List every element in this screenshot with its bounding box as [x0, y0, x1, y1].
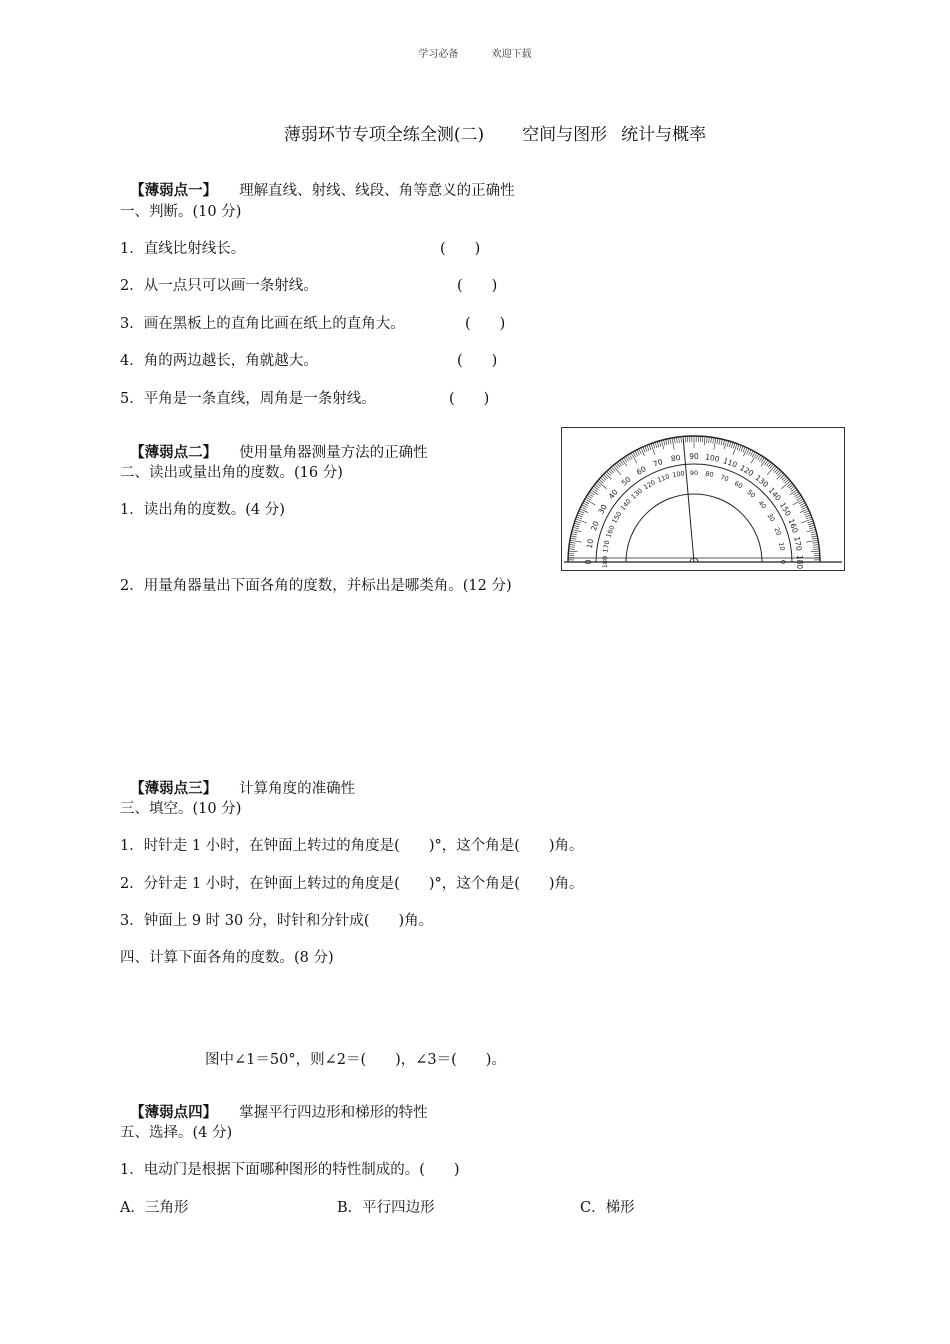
protractor-tick	[661, 440, 663, 449]
protractor-tick	[799, 501, 804, 504]
protractor-tick	[729, 442, 731, 448]
weak-point-desc: 使用量角器测量方法的正确性	[239, 445, 428, 461]
protractor-tick	[571, 534, 577, 535]
protractor-tick	[713, 438, 714, 444]
protractor-tick	[719, 439, 720, 445]
protractor-outer-label: 80	[670, 452, 682, 464]
protractor-tick	[576, 519, 587, 523]
answer-bracket[interactable]: ( )	[457, 278, 498, 294]
protractor-tick	[727, 441, 729, 447]
protractor-tick	[647, 445, 649, 451]
protractor-tick	[664, 440, 665, 446]
page-title	[0, 120, 950, 145]
protractor-inner-label: 120	[642, 478, 657, 492]
protractor-outer-label: 70	[651, 457, 664, 469]
protractor-tick	[750, 451, 753, 456]
section-heading-4: 四、计算下面各角的度数。(8 分)	[120, 950, 334, 966]
weak-point-desc: 计算角度的准确性	[239, 781, 356, 797]
protractor-outer-label: 150	[777, 500, 793, 518]
protractor-tick	[633, 452, 636, 457]
protractor-tick	[639, 449, 642, 454]
protractor-tick	[812, 538, 818, 539]
protractor-tick	[707, 437, 708, 443]
protractor-tick	[748, 450, 751, 455]
protractor-inner-label: 140	[618, 497, 633, 513]
protractor-outer-label: 100	[704, 452, 721, 464]
protractor-tick	[583, 503, 588, 506]
question-5-1: 1．电动门是根据下面哪种图形的特性制成的。( )	[120, 1162, 460, 1178]
protractor-tick	[637, 450, 640, 455]
protractor-tick	[666, 439, 667, 445]
protractor-tick	[761, 459, 766, 466]
protractor-outer-label: 120	[738, 463, 756, 479]
protractor-tick	[579, 511, 584, 513]
protractor-outer-label: 20	[589, 519, 601, 532]
protractor-outer-label: 180	[795, 554, 804, 570]
protractor-inner-label: 20	[772, 526, 783, 537]
protractor-tick	[804, 511, 809, 513]
protractor-tick	[635, 451, 638, 456]
protractor-tick	[737, 444, 739, 450]
answer-bracket[interactable]: ( )	[440, 241, 481, 257]
protractor-tick	[811, 551, 820, 552]
protractor-inner-label: 160	[604, 524, 617, 539]
protractor-tick	[801, 505, 806, 508]
protractor-tick	[659, 441, 661, 447]
protractor-tick	[808, 523, 814, 525]
protractor-tick	[809, 525, 815, 527]
protractor-tick	[582, 505, 587, 508]
question-2-2: 2．用量角器量出下面各角的度数，并标出是哪类角。(12 分)	[120, 578, 512, 594]
protractor-tick	[811, 534, 817, 535]
protractor-tick	[723, 440, 724, 446]
protractor-inner-label: 90	[689, 469, 699, 477]
protractor-tick	[577, 515, 583, 517]
protractor-tick	[572, 532, 578, 533]
protractor-outer-label: 40	[606, 487, 620, 501]
protractor-inner-label: 70	[719, 473, 730, 484]
protractor-tick	[747, 449, 750, 454]
protractor-tick	[645, 446, 647, 452]
protractor-tick	[591, 490, 598, 495]
protractor-inner-arc	[626, 494, 762, 562]
protractor-tick	[574, 525, 580, 527]
protractor-tick	[572, 529, 581, 531]
protractor-figure	[561, 427, 845, 571]
angle-formula: 图中∠1＝50°，则∠2＝( )，∠3＝( )。	[205, 1052, 506, 1068]
protractor-inner-label: 50	[745, 488, 757, 500]
question-text: 1．直线比射线长。	[120, 241, 246, 257]
protractor-outer-label: 110	[721, 456, 739, 470]
protractor-outer-label: 160	[786, 517, 800, 535]
protractor-tick	[653, 443, 655, 449]
page-header	[0, 45, 950, 60]
protractor-tick	[805, 515, 811, 517]
protractor-tick	[672, 438, 674, 450]
protractor-outer-label: 90	[689, 452, 699, 461]
section-heading-2: 二、读出或量出角的度数。(16 分)	[120, 465, 343, 481]
protractor-tick	[576, 517, 582, 519]
protractor-inner-label: 180	[601, 555, 609, 569]
weak-point-label: 【薄弱点四】	[130, 1104, 218, 1121]
title-part2: 统计与概率	[621, 125, 707, 145]
question-text: 3．画在黑板上的直角比画在纸上的直角大。	[120, 316, 405, 332]
question-text: 2．从一点只可以画一条射线。	[120, 278, 318, 294]
protractor-tick	[813, 547, 819, 548]
protractor-outer-label: 30	[596, 502, 609, 516]
protractor-tick	[573, 527, 579, 529]
protractor-tick	[570, 538, 576, 539]
protractor-inner-label: 80	[704, 469, 715, 480]
protractor-outer-label: 130	[753, 473, 771, 490]
protractor-tick	[679, 437, 680, 443]
question-3-1: 1．时针走 1 小时，在钟面上转过的角度是( )°，这个角是( )角。	[120, 838, 584, 854]
title-part1: 空间与图形	[522, 125, 608, 145]
protractor-outer-label: 0	[584, 559, 593, 565]
question-1-4	[120, 349, 498, 370]
protractor-outer-label: 170	[792, 535, 804, 552]
option-a[interactable]: A．三角形	[120, 1200, 189, 1216]
protractor-tick	[714, 438, 716, 450]
answer-bracket[interactable]: ( )	[457, 353, 498, 369]
protractor-tick	[743, 447, 745, 452]
protractor-tick	[806, 517, 812, 519]
protractor-tick	[731, 442, 733, 448]
protractor-outer-label: 140	[766, 485, 783, 503]
protractor-tick	[801, 519, 812, 523]
protractor-tick	[741, 446, 743, 452]
protractor-tick	[581, 507, 586, 510]
protractor-tick	[752, 452, 755, 457]
answer-bracket[interactable]: ( )	[449, 391, 490, 407]
protractor-tick	[790, 490, 797, 495]
protractor-inner-label: 0	[779, 559, 787, 565]
protractor-inner-label: 30	[765, 511, 777, 524]
question-1-3	[120, 312, 506, 333]
protractor-tick	[704, 436, 705, 445]
protractor-tick	[571, 536, 577, 537]
question-text: 4．角的两边越长，角就越大。	[120, 353, 318, 369]
protractor-tick	[717, 438, 718, 444]
protractor-inner-label: 10	[776, 541, 787, 552]
protractor-tick	[651, 444, 655, 455]
question-1-5	[120, 387, 490, 408]
protractor-tick	[670, 438, 671, 444]
protractor-inner-label: 110	[656, 472, 671, 485]
protractor-tick	[802, 507, 807, 510]
protractor-tick	[809, 527, 815, 529]
protractor-tick	[711, 437, 712, 443]
protractor-inner-label: 150	[610, 510, 624, 525]
protractor-tick	[721, 439, 722, 445]
protractor-tick	[657, 442, 659, 448]
weak-point-1	[120, 162, 515, 200]
protractor-outer-label: 60	[634, 464, 648, 477]
protractor-tick	[811, 536, 817, 537]
protractor-inner-label: 100	[671, 469, 686, 480]
protractor-tick	[709, 437, 710, 443]
option-c[interactable]: C．梯形	[580, 1200, 635, 1216]
protractor-tick	[674, 438, 675, 444]
question-2-1: 1．读出角的度数。(4 分)	[120, 502, 285, 518]
section-heading-5: 五、选择。(4 分)	[120, 1125, 233, 1141]
protractor-tick	[575, 521, 581, 523]
protractor-tick	[733, 444, 737, 455]
protractor-tick	[568, 551, 577, 552]
weak-point-desc: 理解直线、射线、线段、角等意义的正确性	[239, 183, 515, 199]
protractor-tick	[813, 544, 819, 545]
section-heading-3: 三、填空。(10 分)	[120, 801, 242, 817]
question-3-3: 3．钟面上 9 时 30 分，时针和分针成( )角。	[120, 913, 434, 929]
protractor-tick	[810, 532, 816, 533]
protractor-inner-label: 60	[732, 479, 745, 491]
protractor-svg	[562, 428, 844, 570]
section-heading-1: 一、判断。(10 分)	[120, 204, 242, 220]
protractor-inner-label: 130	[629, 486, 645, 501]
protractor-tick	[807, 529, 816, 531]
protractor-tick	[668, 439, 669, 445]
weak-point-3	[120, 760, 355, 798]
protractor-tick	[777, 473, 783, 479]
header-right: 欢迎下载	[491, 49, 532, 60]
header-left: 学习必备	[418, 49, 459, 60]
question-1-1	[120, 237, 481, 258]
protractor-tick	[569, 544, 575, 545]
protractor-outer-label: 10	[584, 538, 596, 550]
protractor-tick	[681, 437, 682, 443]
protractor-tick	[813, 542, 819, 543]
protractor-tick	[569, 549, 575, 550]
weak-point-label: 【薄弱点二】	[130, 444, 218, 461]
protractor-tick	[649, 444, 651, 450]
question-3-2: 2．分针走 1 小时，在钟面上转过的角度是( )°，这个角是( )角。	[120, 876, 584, 892]
protractor-tick	[605, 473, 611, 479]
protractor-tick	[800, 503, 805, 506]
protractor-inner-label: 40	[756, 499, 768, 511]
weak-point-label: 【薄弱点一】	[130, 182, 218, 199]
protractor-tick	[807, 521, 813, 523]
protractor-outer-label: 50	[619, 474, 633, 488]
protractor-tick	[813, 549, 819, 550]
protractor-tick	[570, 542, 576, 543]
protractor-tick	[676, 437, 677, 443]
protractor-tick	[578, 513, 584, 515]
protractor-tick	[569, 547, 575, 548]
question-1-2	[120, 274, 498, 295]
option-b[interactable]: B．平行四边形	[337, 1200, 435, 1216]
weak-point-label: 【薄弱点三】	[130, 780, 218, 797]
protractor-tick	[806, 540, 818, 542]
protractor-tick	[643, 447, 645, 452]
protractor-tick	[574, 523, 580, 525]
protractor-tick	[622, 459, 627, 466]
title-main: 薄弱环节专项全练全测(二)	[283, 125, 485, 145]
weak-point-4	[120, 1084, 428, 1122]
protractor-tick	[739, 445, 741, 451]
protractor-tick	[804, 513, 810, 515]
weak-point-2	[120, 424, 428, 462]
protractor-inner-label: 170	[601, 539, 612, 554]
protractor-tick	[733, 443, 735, 449]
protractor-tick	[570, 540, 582, 542]
question-text: 5．平角是一条直线，周角是一条射线。	[120, 391, 376, 407]
protractor-tick	[724, 440, 726, 449]
protractor-tick	[584, 501, 589, 504]
protractor-tick	[655, 442, 657, 448]
answer-bracket[interactable]: ( )	[465, 316, 506, 332]
weak-point-desc: 掌握平行四边形和梯形的特性	[239, 1105, 428, 1121]
